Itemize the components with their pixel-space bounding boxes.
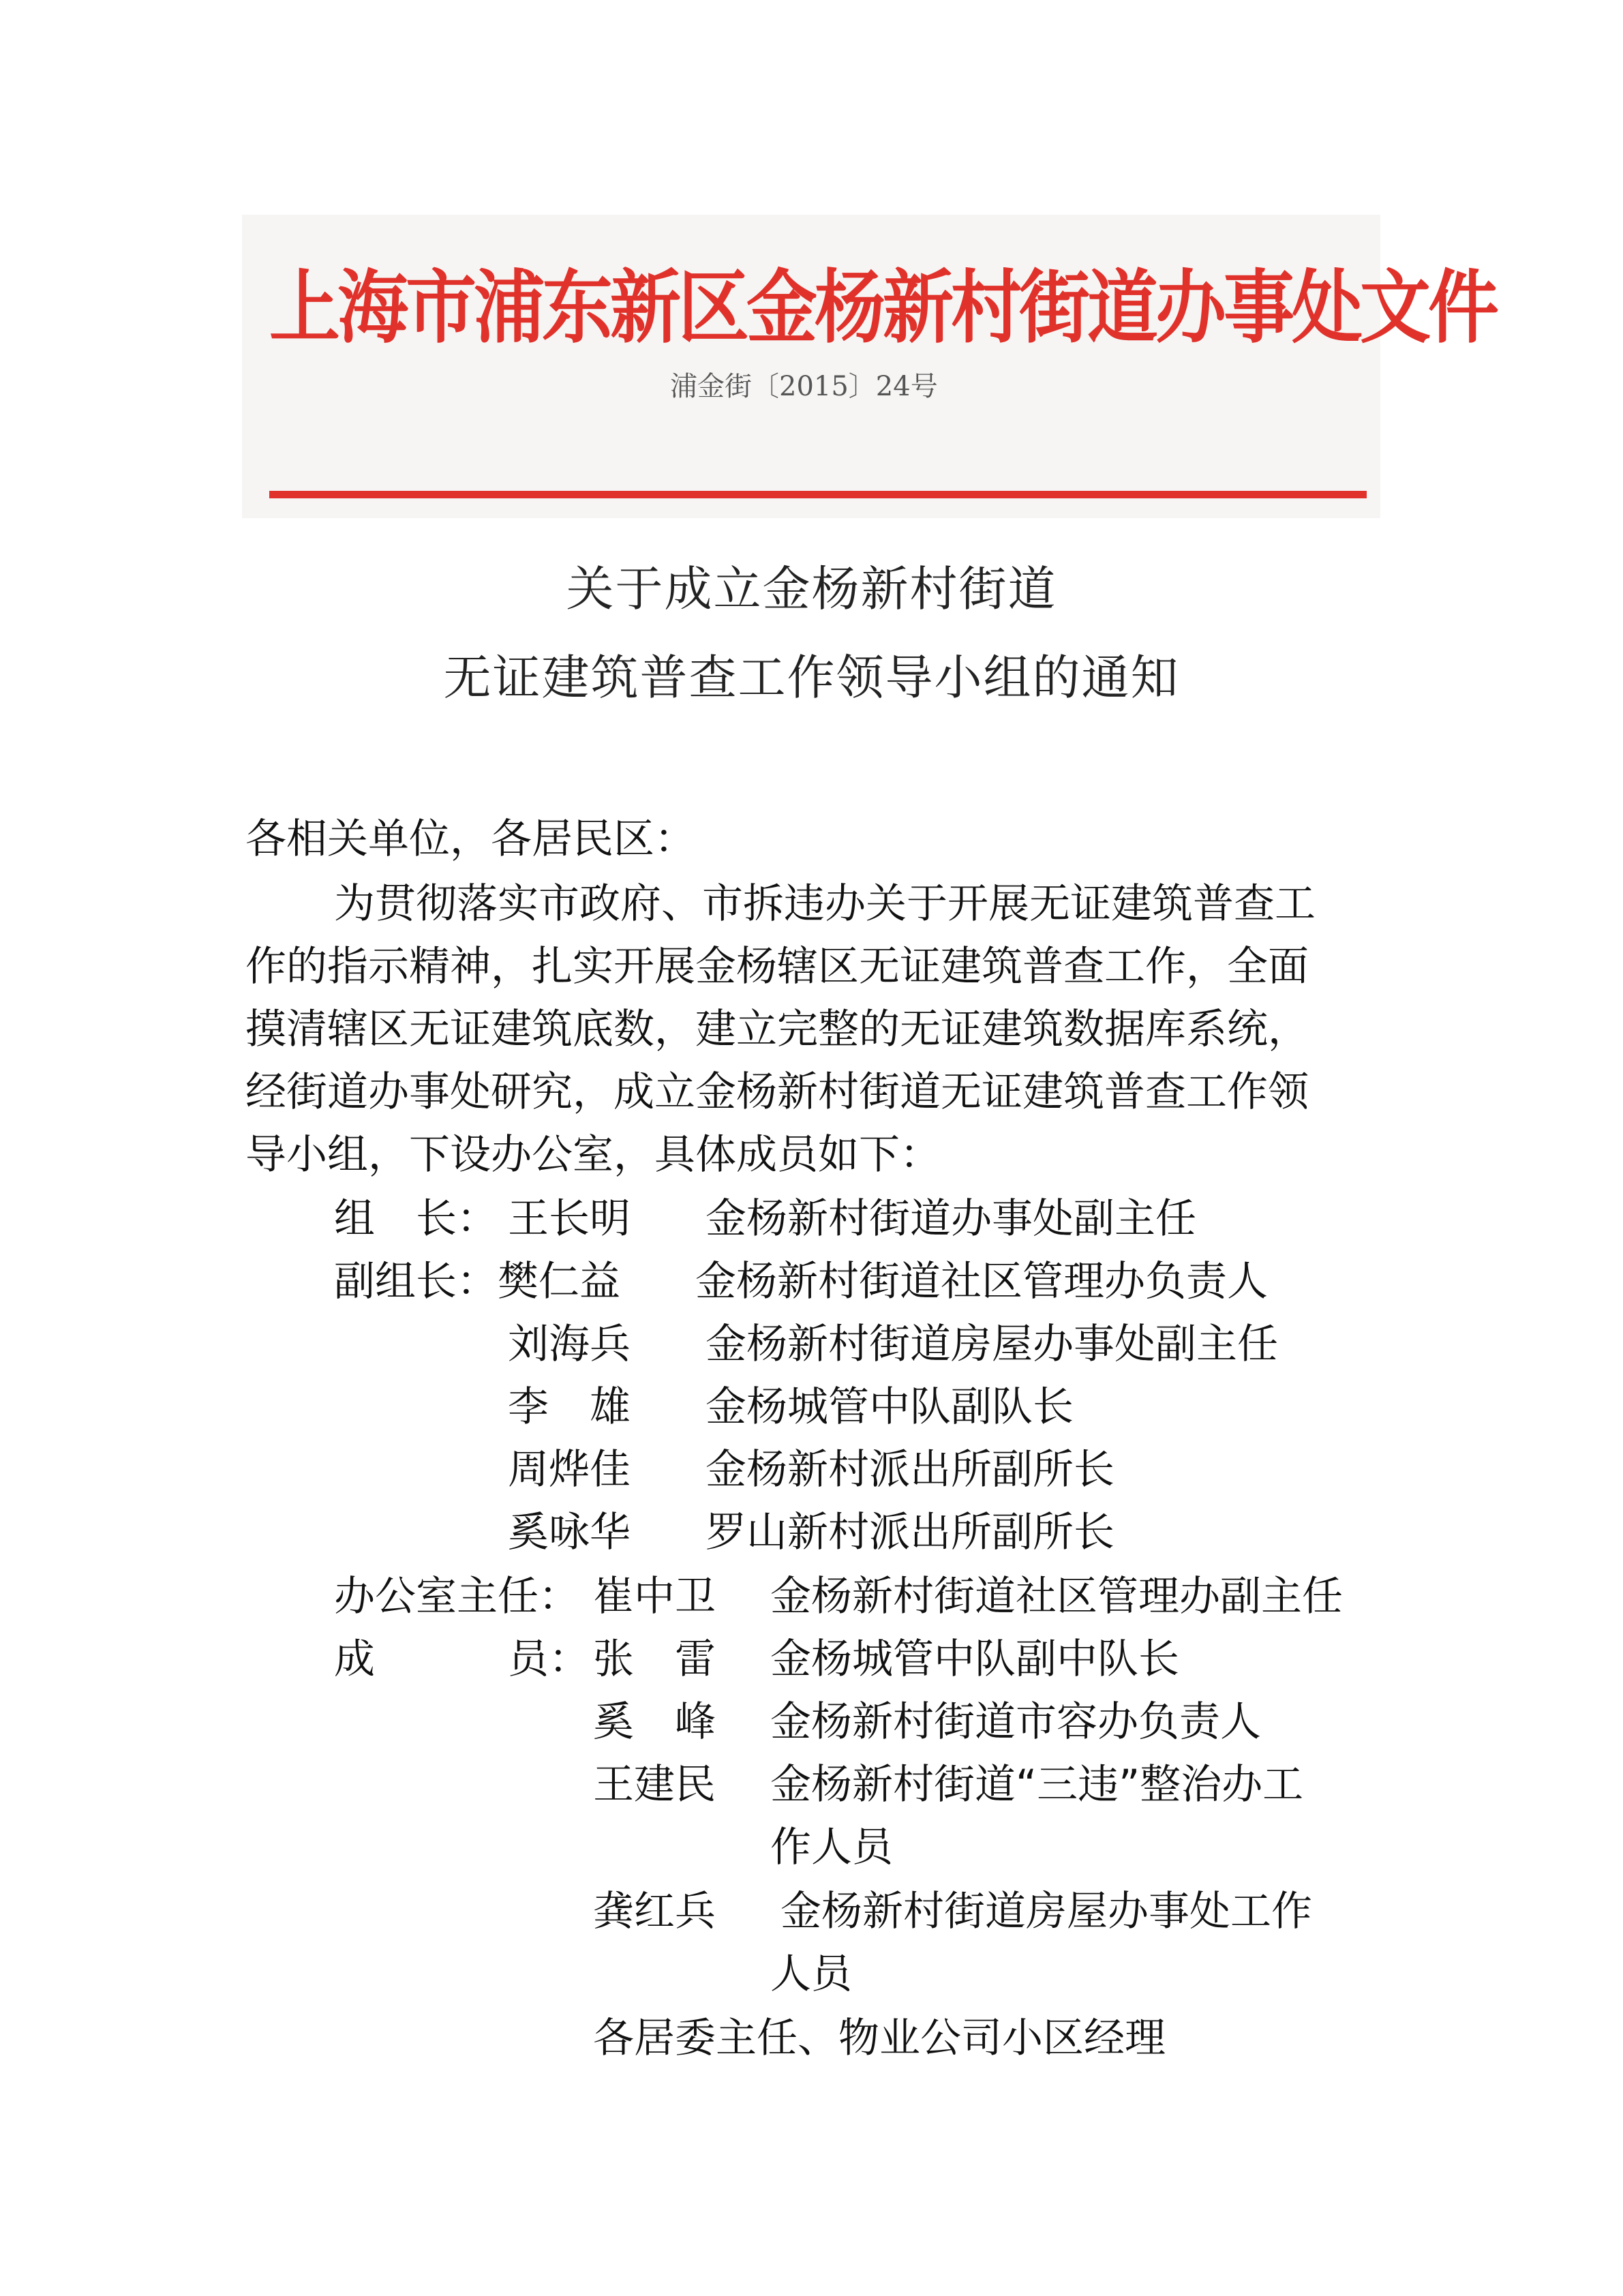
member-name: 龚红兵 [593,1888,716,1935]
member-position: 罗山新村派出所副所长 [706,1509,1114,1556]
document-number: 浦金街〔2015〕24号 [670,371,938,402]
letterhead [242,215,1497,518]
member-name: 奚 峰 [593,1698,716,1746]
member-position: 金杨新村街道社区管理办副主任 [770,1573,1343,1620]
closing-member-line: 各居委主任、物业公司小区经理 [593,2014,1166,2062]
member-name: 张 雷 [593,1635,716,1683]
role-deputy-leader: 副组长： [334,1258,498,1305]
member-position: 金杨新村街道房屋办事处工作 [780,1888,1312,1935]
paragraph-line-2: 作的指示精神，扎实开展金杨辖区无证建筑普查工作，全面 [245,943,1309,991]
member-name: 李 雄 [508,1383,631,1431]
paragraph-line-5: 导小组，下设办公室，具体成员如下： [245,1131,941,1179]
member-position: 金杨城管中队副队长 [706,1383,1074,1431]
member-position: 金杨新村街道房屋办事处副主任 [706,1320,1278,1368]
member-position: 金杨城管中队副中队长 [770,1635,1179,1683]
issuer-title: 上海市浦东新区金杨新村街道办事处文件 [269,260,1497,354]
notice-title-line-1: 关于成立金杨新村街道 [566,561,1057,617]
member-name: 王建民 [593,1761,716,1809]
member-name: 王长明 [508,1195,631,1243]
role-member-a: 成 [334,1635,375,1683]
member-position: 金杨新村街道办事处副主任 [706,1195,1196,1243]
member-name: 樊仁益 [498,1258,620,1305]
member-position: 金杨新村派出所副所长 [706,1446,1114,1494]
member-name: 崔中卫 [593,1573,716,1620]
paragraph-line-3: 摸清辖区无证建筑底数，建立完整的无证建筑数据库系统， [245,1006,1309,1053]
salutation: 各相关单位，各居民区： [245,815,695,863]
role-leader: 组 长： [334,1195,498,1243]
member-position-continued: 作人员 [770,1824,893,1871]
member-position: 金杨新村街道市容办负责人 [770,1698,1261,1746]
red-divider-line [269,491,1367,498]
member-name: 奚咏华 [508,1509,631,1556]
member-position: 金杨新村街道社区管理办负责人 [695,1258,1268,1305]
role-office-director: 办公室主任： [334,1573,579,1620]
paragraph-line-1: 为贯彻落实市政府、市拆违办关于开展无证建筑普查工 [334,880,1316,928]
member-position-continued: 人员 [770,1950,852,1998]
member-name: 刘海兵 [508,1320,631,1368]
notice-title-line-2: 无证建筑普查工作领导小组的通知 [443,650,1180,706]
paragraph-line-4: 经街道办事处研究，成立金杨新村街道无证建筑普查工作领 [245,1068,1309,1116]
member-name: 周烨佳 [508,1446,631,1494]
member-position: 金杨新村街道“三违”整治办工 [770,1761,1304,1809]
role-member-b: 员： [508,1635,590,1683]
